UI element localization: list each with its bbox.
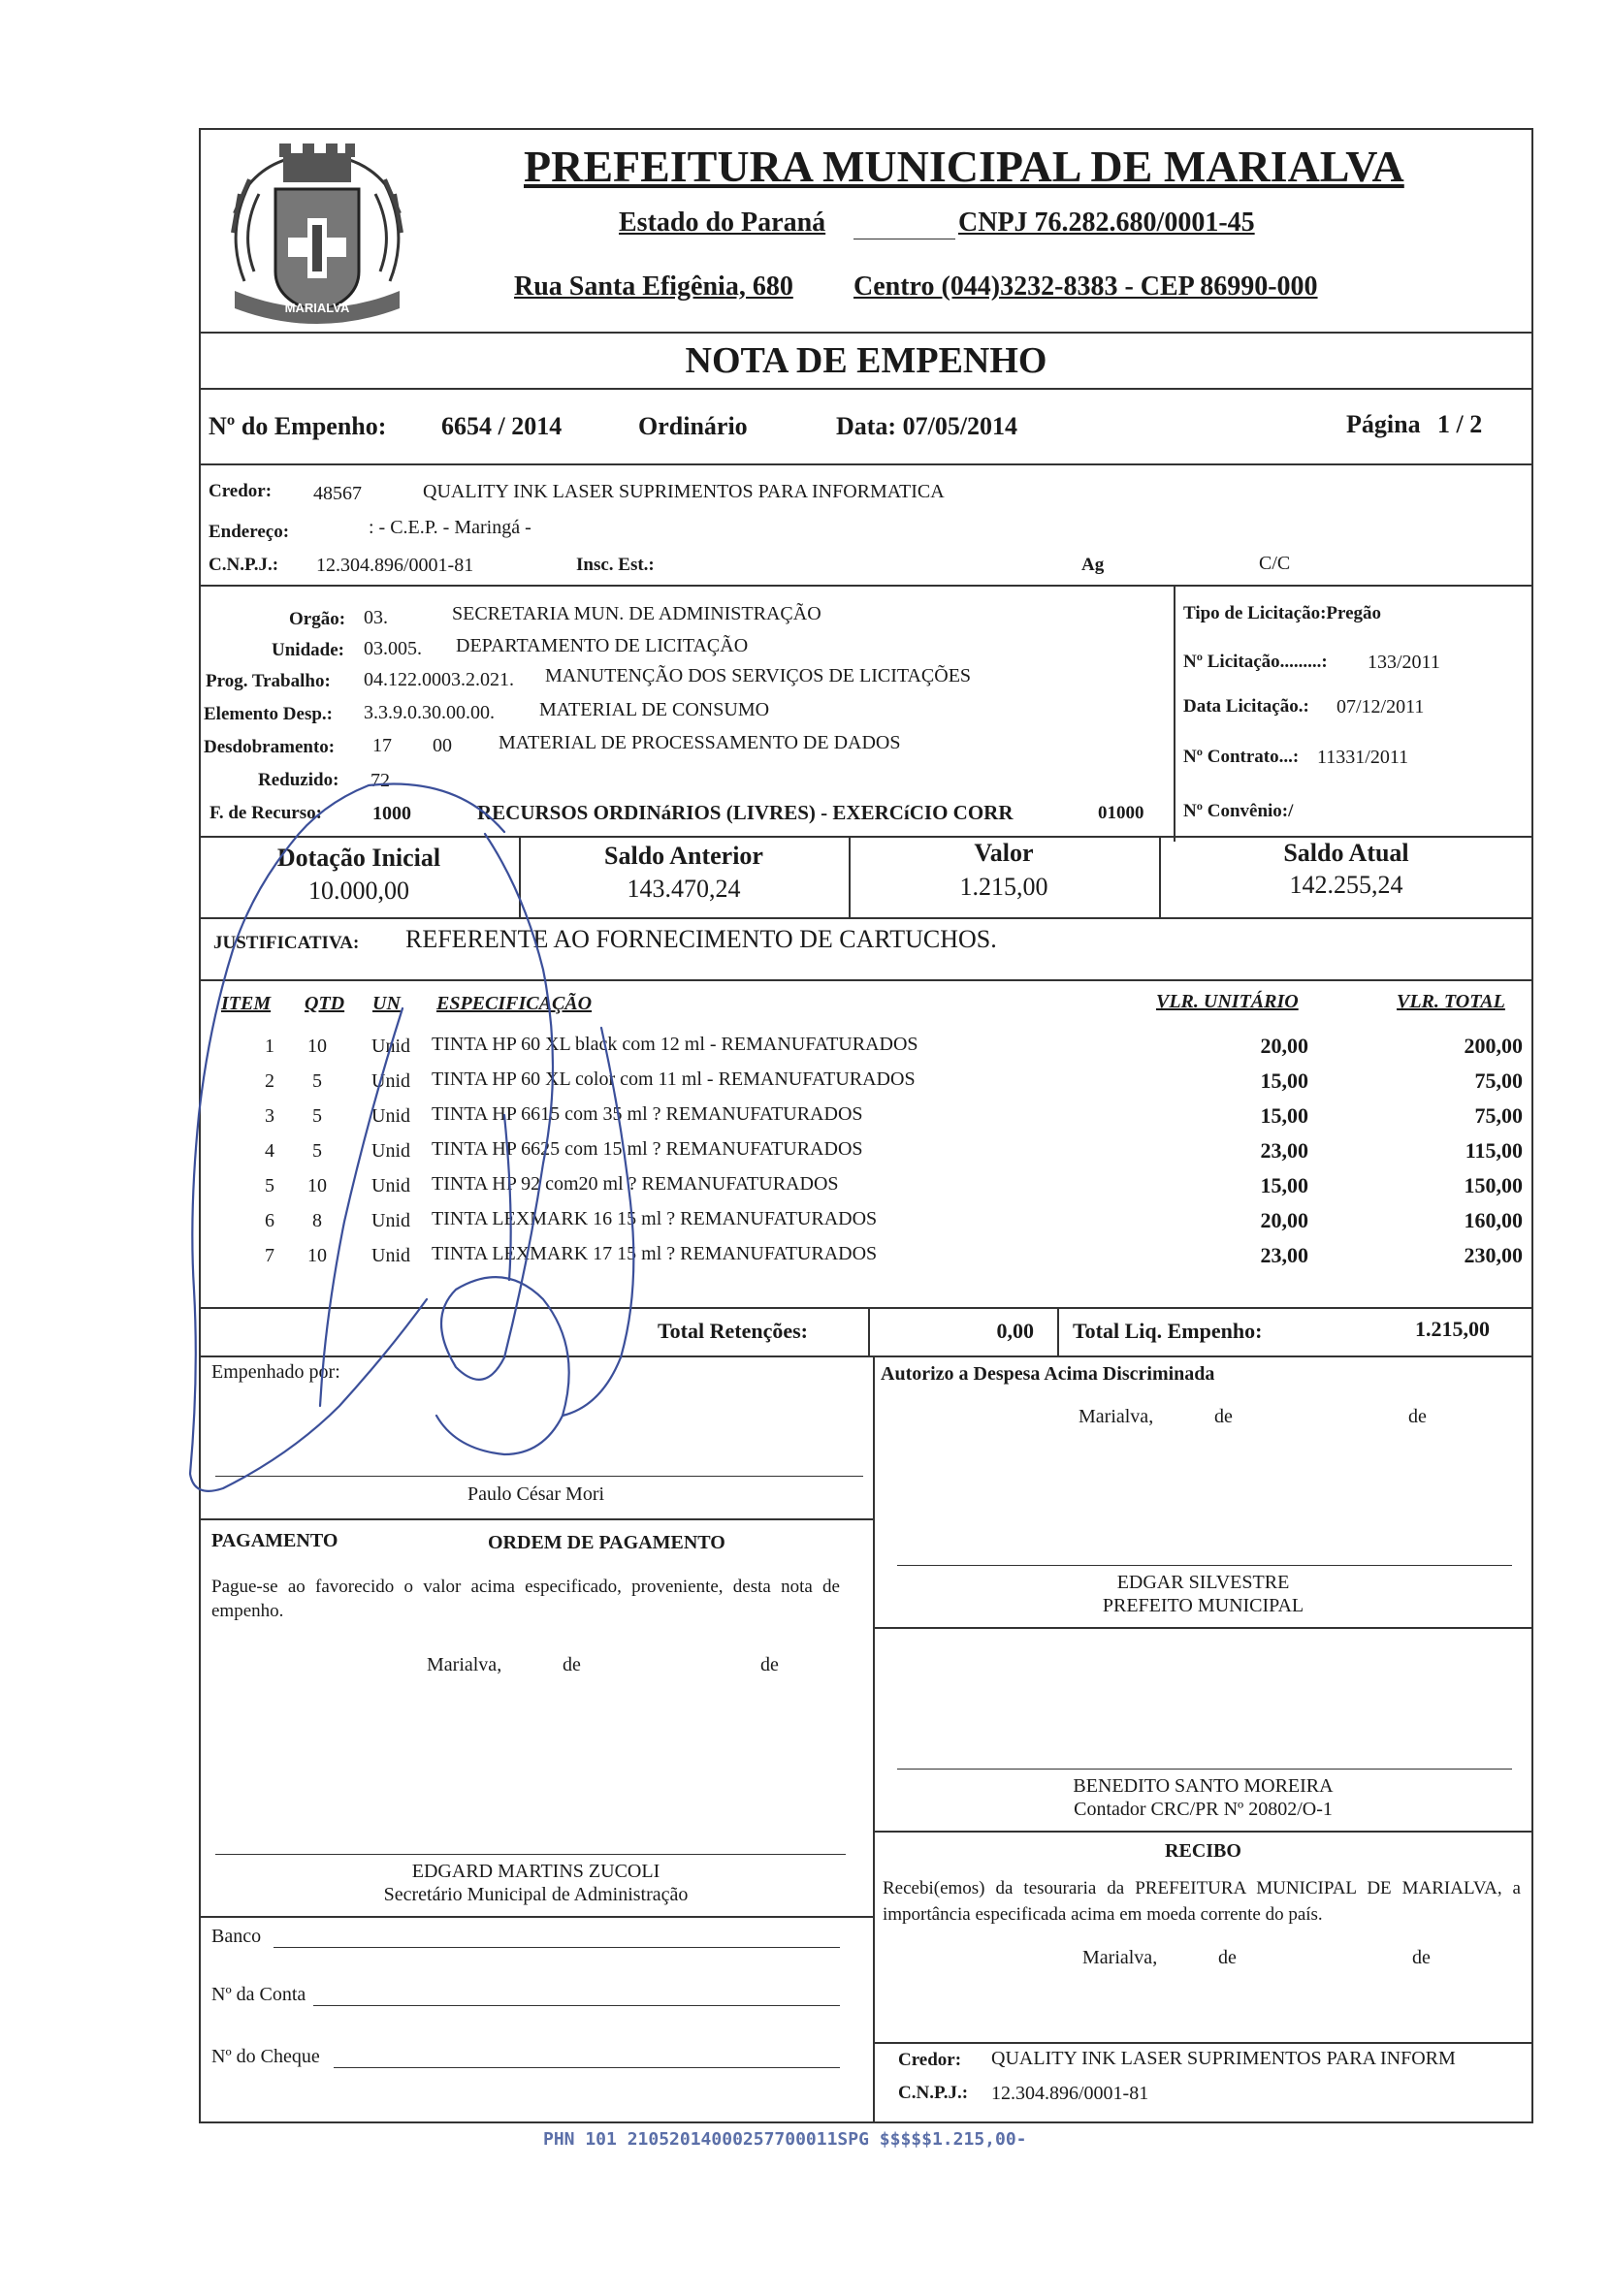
autorizo-de1: de bbox=[1214, 1406, 1233, 1427]
cnpj-text: CNPJ 76.282.680/0001-45 bbox=[958, 207, 1255, 238]
contrato-number: 11331/2011 bbox=[1317, 747, 1409, 768]
secretario-role: Secretário Municipal de Administração bbox=[383, 1884, 689, 1905]
table-row: 4 5 Unid TINTA HP 6625 com 15 ml ? REMANUFATURADOS 23,00 115,00 bbox=[265, 1138, 1523, 1163]
recibo-text: Recebi(emos) da tesouraria da PREFEITURA MUNICIPAL DE MARIALVA, a importância especificada acima em moeda corrente do país. bbox=[883, 1878, 1521, 1925]
valor-label: Valor bbox=[974, 839, 1034, 867]
conta-label: Nº da Conta bbox=[211, 1984, 306, 2005]
empenhado-label: Empenhado por: bbox=[211, 1361, 340, 1383]
recurso-label: F. de Recurso: bbox=[209, 803, 322, 823]
recurso-code: 1000 bbox=[372, 803, 411, 824]
credor-cnpj-label: C.N.P.J.: bbox=[209, 555, 279, 575]
prog-code: 04.122.0003.2.021. bbox=[364, 669, 514, 690]
liquido-label: Total Liq. Empenho: bbox=[1073, 1319, 1263, 1343]
recibo-cnpj-label: C.N.P.J.: bbox=[898, 2083, 969, 2103]
pagamento-text: Pague-se ao favorecido o valor acima especificado, proveniente, desta nota de empenho. bbox=[211, 1577, 840, 1621]
prog-name: MANUTENÇÃO DOS SERVIÇOS DE LICITAÇÕES bbox=[545, 665, 972, 686]
secretario-name: EDGARD MARTINS ZUCOLI bbox=[411, 1861, 660, 1882]
reduzido-label: Reduzido: bbox=[258, 770, 339, 790]
ag-label: Ag bbox=[1081, 555, 1105, 575]
address-label: Endereço: bbox=[209, 522, 290, 542]
convenio: Nº Convênio:/ bbox=[1183, 801, 1294, 821]
recurso-code2: 01000 bbox=[1098, 803, 1144, 823]
table-row: 1 10 Unid TINTA HP 60 XL black com 12 ml - REMANUFATURADOS 20,00 200,00 bbox=[265, 1034, 1523, 1058]
justificativa-text: REFERENTE AO FORNECIMENTO DE CARTUCHOS. bbox=[405, 925, 997, 953]
page-number: 1 / 2 bbox=[1437, 410, 1483, 438]
desdobramento-label: Desdobramento: bbox=[204, 737, 336, 757]
autorizo-de2: de bbox=[1408, 1406, 1427, 1427]
recibo-credor-label: Credor: bbox=[898, 2050, 962, 2070]
empenho-label: Nº do Empenho: bbox=[209, 412, 387, 440]
state-text: Estado do Paraná bbox=[619, 207, 826, 238]
col-vlr-unitario: VLR. UNITÁRIO bbox=[1156, 991, 1299, 1012]
empenho-date: Data: 07/05/2014 bbox=[836, 412, 1018, 440]
credor-code: 48567 bbox=[313, 483, 362, 504]
recurso-name: RECURSOS ORDINáRIOS (LIVRES) - EXERCíCIO CORR bbox=[477, 801, 1014, 824]
recibo-de1: de bbox=[1218, 1947, 1237, 1968]
empenho-number: 6654 / 2014 bbox=[441, 412, 563, 440]
pagamento-label: PAGAMENTO bbox=[211, 1530, 338, 1551]
licitacao-number-label: Nº Licitação.........: bbox=[1183, 652, 1328, 672]
crest-text: MARIALVA bbox=[284, 301, 350, 315]
elemento-label: Elemento Desp.: bbox=[204, 704, 333, 724]
dotacao-value: 10.000,00 bbox=[308, 877, 409, 905]
district-phone-text: Centro (044)3232-8383 - CEP 86990-000 bbox=[853, 271, 1318, 302]
justificativa-label: JUSTIFICATIVA: bbox=[213, 933, 360, 953]
nota-empenho-title: NOTA DE EMPENHO bbox=[685, 340, 1047, 381]
unidade-label: Unidade: bbox=[272, 640, 344, 660]
desdobramento-name: MATERIAL DE PROCESSAMENTO DE DADOS bbox=[499, 732, 901, 753]
pagamento-de2: de bbox=[760, 1654, 779, 1675]
col-un: UN bbox=[372, 993, 401, 1014]
saldo-anterior-label: Saldo Anterior bbox=[604, 842, 763, 870]
orgao-code: 03. bbox=[364, 607, 388, 628]
credor-label: Credor: bbox=[209, 481, 273, 501]
empenho-type: Ordinário bbox=[638, 412, 748, 440]
valor-value: 1.215,00 bbox=[959, 873, 1048, 901]
orgao-label: Orgão: bbox=[289, 609, 346, 629]
contador-role: Contador CRC/PR Nº 20802/O-1 bbox=[1074, 1799, 1333, 1820]
credor-address: : - C.E.P. - Maringá - bbox=[369, 517, 531, 538]
liquido-value: 1.215,00 bbox=[1415, 1317, 1490, 1341]
unidade-name: DEPARTAMENTO DE LICITAÇÃO bbox=[456, 635, 749, 656]
table-row: 3 5 Unid TINTA HP 6615 com 35 ml ? REMANUFATURADOS 15,00 75,00 bbox=[265, 1103, 1523, 1128]
tipo-licitacao: Tipo de Licitação:Pregão bbox=[1183, 603, 1382, 623]
prefeito-role: PREFEITO MUNICIPAL bbox=[1102, 1595, 1304, 1616]
footer-stamp: PHN 101 21052014000257700011SPG $$$$$1.215,00- bbox=[543, 2129, 1027, 2150]
elemento-name: MATERIAL DE CONSUMO bbox=[539, 699, 770, 720]
col-especificacao: ESPECIFICAÇÃO bbox=[436, 993, 593, 1014]
retencoes-label: Total Retenções: bbox=[658, 1319, 808, 1343]
col-qtd: QTD bbox=[305, 993, 345, 1014]
saldo-anterior-value: 143.470,24 bbox=[627, 875, 741, 903]
saldo-atual-value: 142.255,24 bbox=[1289, 871, 1403, 899]
pagamento-de1: de bbox=[563, 1654, 581, 1675]
empenhado-name: Paulo César Mori bbox=[467, 1483, 605, 1505]
banco-label: Banco bbox=[211, 1926, 262, 1947]
cc-label: C/C bbox=[1259, 553, 1291, 574]
autorizo-city: Marialva, bbox=[1079, 1406, 1154, 1427]
recibo-de2: de bbox=[1412, 1947, 1431, 1968]
prefeitura-title: PREFEITURA MUNICIPAL DE MARIALVA bbox=[524, 142, 1404, 191]
retencoes-value: 0,00 bbox=[996, 1319, 1034, 1343]
licitacao-number: 133/2011 bbox=[1368, 652, 1440, 673]
dotacao-label: Dotação Inicial bbox=[276, 844, 441, 872]
cheque-label: Nº do Cheque bbox=[211, 2046, 320, 2067]
prog-label: Prog. Trabalho: bbox=[206, 671, 331, 691]
recibo-credor: QUALITY INK LASER SUPRIMENTOS PARA INFORM bbox=[991, 2048, 1456, 2069]
contador-name: BENEDITO SANTO MOREIRA bbox=[1073, 1775, 1334, 1797]
reduzido-value: 72 bbox=[370, 770, 390, 791]
elemento-code: 3.3.9.0.30.00.00. bbox=[364, 702, 495, 723]
credor-name: QUALITY INK LASER SUPRIMENTOS PARA INFORMATICA bbox=[423, 481, 945, 502]
credor-cnpj: 12.304.896/0001-81 bbox=[316, 555, 474, 576]
saldo-atual-label: Saldo Atual bbox=[1283, 839, 1409, 867]
licitacao-date-label: Data Licitação.: bbox=[1183, 696, 1309, 717]
unidade-code: 03.005. bbox=[364, 638, 422, 659]
recibo-title: RECIBO bbox=[1165, 1840, 1241, 1862]
col-item: ITEM bbox=[221, 993, 272, 1014]
table-row: 7 10 Unid TINTA LEXMARK 17 15 ml ? REMANUFATURADOS 23,00 230,00 bbox=[265, 1243, 1523, 1267]
ordem-pagamento-label: ORDEM DE PAGAMENTO bbox=[488, 1532, 725, 1553]
col-vlr-total: VLR. TOTAL bbox=[1397, 991, 1505, 1012]
address-text: Rua Santa Efigênia, 680 bbox=[514, 271, 793, 302]
recibo-cnpj: 12.304.896/0001-81 bbox=[991, 2083, 1149, 2104]
insc-est-label: Insc. Est.: bbox=[576, 555, 655, 575]
desdobramento-sub: 00 bbox=[433, 735, 452, 756]
page-label: Página bbox=[1346, 410, 1421, 438]
desdobramento-code: 17 bbox=[372, 735, 392, 756]
contrato-label: Nº Contrato...: bbox=[1183, 747, 1300, 767]
autorizo-text: Autorizo a Despesa Acima Discriminada bbox=[881, 1363, 1215, 1385]
table-row: 5 10 Unid TINTA HP 92 com20 ml ? REMANUFATURADOS 15,00 150,00 bbox=[265, 1173, 1523, 1197]
table-row: 6 8 Unid TINTA LEXMARK 16 15 ml ? REMANUFATURADOS 20,00 160,00 bbox=[265, 1208, 1523, 1232]
orgao-name: SECRETARIA MUN. DE ADMINISTRAÇÃO bbox=[452, 603, 821, 624]
licitacao-date: 07/12/2011 bbox=[1336, 696, 1425, 718]
prefeito-name: EDGAR SILVESTRE bbox=[1116, 1572, 1290, 1593]
recibo-city: Marialva, bbox=[1082, 1947, 1158, 1968]
table-row: 2 5 Unid TINTA HP 60 XL color com 11 ml - REMANUFATURADOS 15,00 75,00 bbox=[265, 1068, 1523, 1093]
pagamento-city: Marialva, bbox=[427, 1654, 502, 1675]
